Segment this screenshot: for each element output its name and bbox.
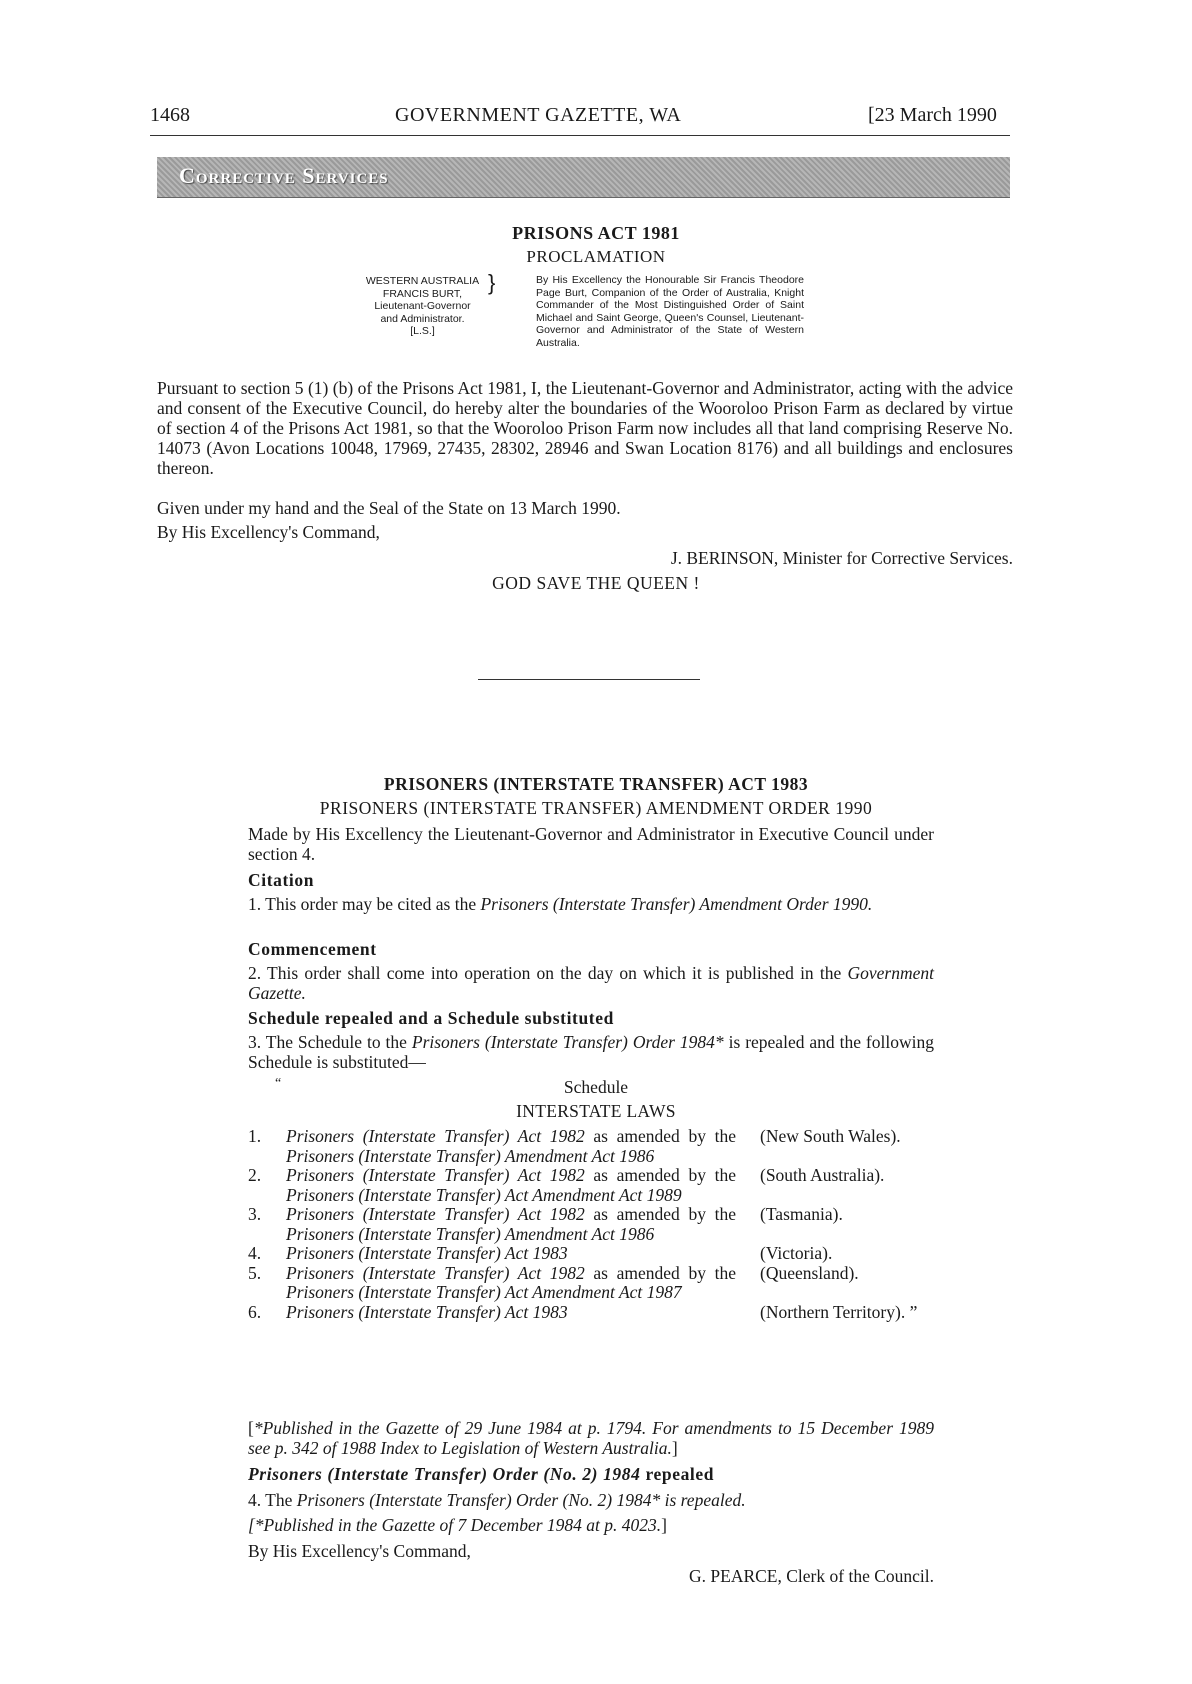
page-number: 1468 <box>150 104 190 126</box>
citation-italic: Prisoners (Interstate Transfer) Amendment Order 1990. <box>480 894 873 914</box>
law-state: (Northern Territory). ” <box>760 1301 918 1322</box>
law-act: Prisoners (Interstate Transfer) Act 1982 <box>286 1126 585 1146</box>
schedule-text: 3. The Schedule to the <box>248 1032 412 1052</box>
law-mid: as amended by the <box>584 1126 736 1146</box>
footnote <box>248 1418 934 1458</box>
law-number: 4. <box>248 1243 262 1263</box>
signature-line: Lieutenant-Governor <box>374 300 471 312</box>
law-amendment: Prisoners (Interstate Transfer) Amendment Act 1986 <box>286 1145 655 1166</box>
given-under-hand: Given under my hand and the Seal of the State on 13 March 1990. <box>157 498 621 518</box>
proclamation-body: Pursuant to section 5 (1) (b) of the Prisons Act 1981, I, the Lieutenant-Governor and Administrator, acting with the advice and consent of the Executive Council, do hereby alter the boundaries of the Wooroloo Prison Farm as declared by virtue of section 4 of the Prisons Act 1981, so that the Wooroloo Prison Farm now includes all that land comprising Reserve No. 14073 (Avon Locations 10048, 17969, 27435, 28302, 28946 and Swan Location 8176) and all buildings and enclosures thereon. <box>157 378 1013 478</box>
law-text <box>286 1205 736 1244</box>
signatory: J. BERINSON, Minister for Corrective Services. <box>670 548 1013 568</box>
law-mid: as amended by the <box>584 1204 736 1224</box>
law-act: Prisoners (Interstate Transfer) Act 1983 <box>286 1243 568 1263</box>
list-item <box>248 1244 942 1264</box>
brace-icon: } <box>488 270 496 295</box>
footnote-text: *Published in the Gazette of 29 June 1984 at p. 1794. For amendments to 15 December 1989 see p. 342 of 1988 Index to Legislation of Western Australia. <box>248 1418 934 1458</box>
commencement-paragraph <box>248 963 934 1003</box>
order-title: PRISONERS (INTERSTATE TRANSFER) AMENDMENT ORDER 1990 <box>319 798 873 818</box>
excellency-text: By His Excellency the Honourable Sir Francis Theodore Page Burt, Companion of the Order of Australia, Knight Commander of the Most Distinguished Order of Saint Michael and Saint George, Queen's Counsel, Lieutenant-Governor and Administrator of the State of Western Australia. <box>536 274 804 349</box>
signature-line: and Administrator. <box>380 312 465 325</box>
law-act: Prisoners (Interstate Transfer) Act 1982 <box>286 1262 585 1283</box>
list-item <box>248 1264 942 1303</box>
signature-line: [L.S.] <box>410 325 435 337</box>
list-item <box>248 1303 942 1323</box>
repealed-heading <box>248 1464 934 1485</box>
law-state: (South Australia). <box>760 1165 885 1185</box>
law-number: 6. <box>248 1301 262 1322</box>
law-number: 2. <box>248 1165 262 1185</box>
list-item <box>248 1205 942 1244</box>
banner-underline <box>157 197 1010 198</box>
law-mid: as amended by the <box>584 1165 736 1185</box>
section-banner <box>157 157 1010 197</box>
law-text <box>286 1166 736 1205</box>
commencement-italic: Government Gazette. <box>248 963 934 1003</box>
open-quote: “ <box>275 1076 282 1091</box>
proclamation-act-title: PRISONS ACT 1981 <box>512 223 680 243</box>
made-by-paragraph: Made by His Excellency the Lieutenant-Governor and Administrator in Executive Council under section 4. <box>248 824 934 864</box>
signature-line: WESTERN AUSTRALIA <box>365 275 480 287</box>
section-divider <box>478 679 700 680</box>
law-text <box>286 1264 736 1303</box>
repealed-heading-italic: Prisoners (Interstate Transfer) Order (No. 2) 1984 <box>248 1464 641 1484</box>
law-act: Prisoners (Interstate Transfer) Act 1982 <box>286 1165 585 1185</box>
law-act: Prisoners (Interstate Transfer) Act 1983 <box>286 1301 568 1322</box>
proclamation-label: PROCLAMATION <box>526 247 666 266</box>
commencement-heading: Commencement <box>248 939 377 959</box>
signature-line: FRANCIS BURT, <box>382 287 463 300</box>
gazette-title: GOVERNMENT GAZETTE, WA <box>395 104 682 126</box>
law-number: 3. <box>248 1204 262 1224</box>
list-item <box>248 1166 942 1205</box>
footnote <box>248 1515 934 1535</box>
law-state: (Tasmania). <box>760 1204 843 1224</box>
interstate-laws-title: INTERSTATE LAWS <box>516 1101 676 1121</box>
law-amendment: Prisoners (Interstate Transfer) Amendment Act 1986 <box>286 1223 655 1244</box>
footnote-bracket: ] <box>661 1515 667 1535</box>
repealed-text: 4. The <box>248 1490 297 1510</box>
schedule-italic: Prisoners (Interstate Transfer) Order 1984* <box>411 1032 724 1052</box>
law-amendment: Prisoners (Interstate Transfer) Act Amendment Act 1987 <box>286 1282 682 1302</box>
by-command: By His Excellency's Command, <box>248 1541 471 1561</box>
law-number: 5. <box>248 1262 262 1283</box>
footnote-bracket: ] <box>671 1438 678 1458</box>
law-state: (New South Wales). <box>760 1126 901 1146</box>
schedule-heading: Schedule repealed and a Schedule substituted <box>248 1008 614 1028</box>
order-act-title: PRISONERS (INTERSTATE TRANSFER) ACT 1983 <box>383 774 809 794</box>
schedule-paragraph <box>248 1032 934 1072</box>
citation-text: 1. This order may be cited as the <box>248 894 481 914</box>
footnote-text: [*Published in the Gazette of 7 December 1984 at p. 4023. <box>248 1515 662 1535</box>
law-state: (Victoria). <box>760 1243 833 1263</box>
law-act: Prisoners (Interstate Transfer) Act 1982 <box>286 1204 585 1224</box>
interstate-laws-list <box>248 1127 942 1322</box>
signature-block <box>360 275 485 338</box>
citation-paragraph <box>248 894 934 914</box>
footnote-bracket: [ <box>248 1418 254 1438</box>
law-text <box>286 1127 736 1166</box>
section-banner-title: Corrective Services <box>179 163 389 188</box>
closing-line: GOD SAVE THE QUEEN ! <box>492 573 700 593</box>
law-number: 1. <box>248 1126 262 1146</box>
law-state: (Queensland). <box>760 1262 859 1283</box>
header-rule <box>150 135 1010 136</box>
schedule-title: Schedule <box>563 1077 629 1097</box>
repealed-heading-text: repealed <box>640 1464 715 1484</box>
law-text <box>286 1303 736 1323</box>
repealed-italic: Prisoners (Interstate Transfer) Order (No. 2) 1984* is repealed. <box>296 1490 746 1510</box>
repealed-paragraph <box>248 1490 934 1510</box>
law-text <box>286 1244 736 1264</box>
by-command: By His Excellency's Command, <box>157 522 380 542</box>
law-mid: as amended by the <box>584 1262 736 1283</box>
commencement-text: 2. This order shall come into operation on the day on which it is published in the <box>248 963 848 983</box>
schedule-text-post: is repealed and the following Schedule is substituted— <box>248 1032 934 1072</box>
list-item <box>248 1127 942 1166</box>
clerk-signatory: G. PEARCE, Clerk of the Council. <box>689 1566 934 1586</box>
law-amendment: Prisoners (Interstate Transfer) Act Amendment Act 1989 <box>286 1184 682 1205</box>
citation-heading: Citation <box>248 870 315 890</box>
issue-date: [23 March 1990 <box>868 104 997 126</box>
